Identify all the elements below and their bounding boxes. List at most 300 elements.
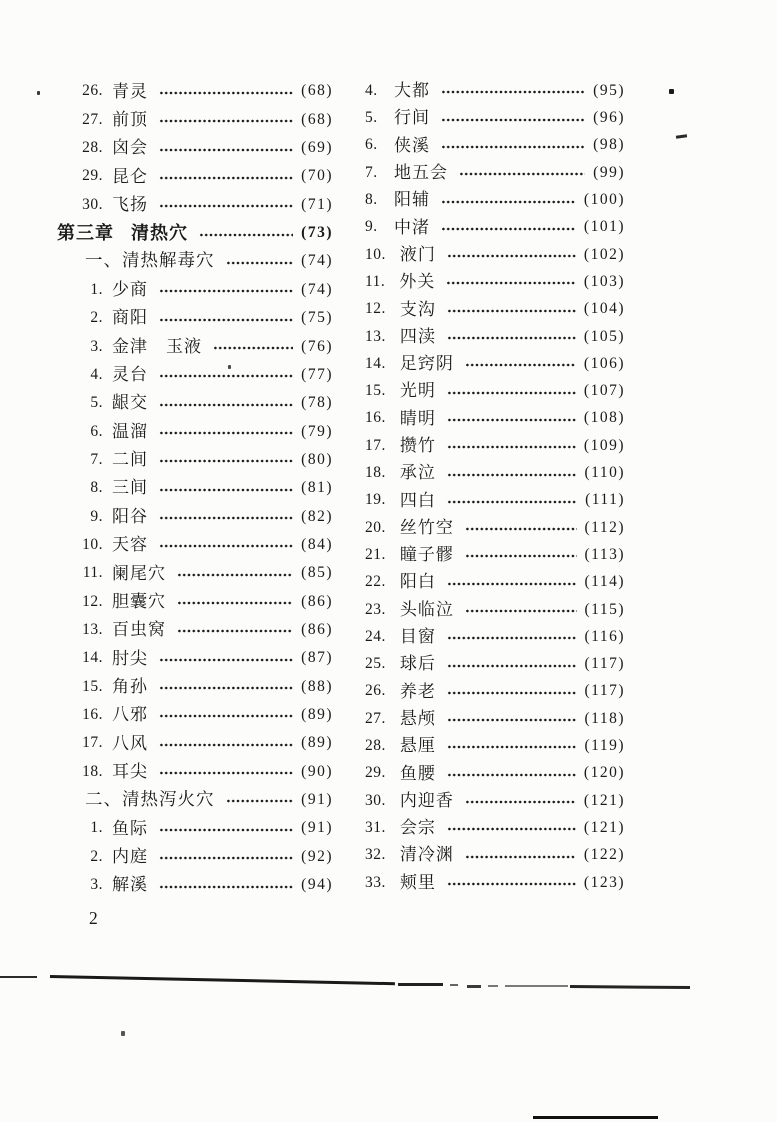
entry-page-number: (120) (583, 764, 625, 782)
dot-leader (158, 310, 293, 327)
entry-number: 3. (90, 876, 103, 894)
entry-title: 金津 玉液 (112, 336, 202, 356)
entry-page-number: (86) (301, 592, 333, 610)
entry-page-number: (91) (301, 819, 333, 837)
entry-number: 23. (365, 600, 386, 618)
entry-page-number: (74) (301, 280, 333, 298)
toc-entry (363, 186, 625, 213)
toc-entry (363, 869, 625, 896)
entry-page-number: (81) (301, 479, 333, 497)
entry-page-number: (77) (301, 365, 333, 383)
entry-title: 目窗 (399, 627, 436, 647)
entry-number: 32. (365, 846, 386, 864)
toc-entry (363, 432, 625, 459)
toc-entry (57, 445, 333, 473)
entry-page-number: (84) (301, 535, 333, 553)
entry-page-number: (115) (584, 600, 625, 618)
toc-entry (57, 162, 333, 190)
toc-entry (57, 616, 333, 644)
entry-title: 昆仑 (112, 166, 148, 186)
entry-title: 颊里 (399, 872, 436, 892)
entry-title: 温溜 (112, 421, 148, 441)
entry-page-number: (121) (583, 791, 625, 809)
dot-leader (158, 282, 293, 299)
dot-leader (158, 424, 293, 441)
entry-number: 12. (82, 592, 103, 610)
dot-leader (446, 711, 577, 728)
entry-page-number: (89) (301, 705, 333, 723)
toc-entry (363, 678, 625, 705)
scan-line-segment (0, 976, 37, 978)
toc-entry (57, 417, 333, 445)
dot-leader (464, 847, 576, 864)
toc-entry (57, 644, 333, 672)
entry-title: 悬颅 (399, 708, 436, 728)
dot-leader (158, 707, 293, 724)
entry-page-number: (117) (584, 682, 625, 700)
toc-entry (363, 405, 625, 432)
entry-number: 28. (365, 737, 386, 755)
entry-number: 33. (365, 873, 386, 891)
dot-leader (225, 254, 294, 271)
footer-page-number: 2 (89, 908, 98, 928)
toc-section (57, 786, 333, 814)
dot-leader (176, 622, 293, 639)
entry-page-number: (71) (301, 195, 333, 213)
dot-leader (440, 220, 576, 237)
entry-number: 4. (90, 365, 103, 383)
scan-speck (228, 365, 231, 369)
entry-number: 7. (365, 163, 378, 181)
toc-entry (57, 672, 333, 700)
dot-leader (446, 820, 576, 837)
entry-page-number: (111) (585, 491, 625, 509)
entry-page-number: (118) (584, 709, 625, 727)
entry-number: 17. (365, 436, 386, 454)
entry-page-number: (76) (301, 337, 333, 355)
entry-title: 承泣 (399, 463, 436, 483)
entry-number: 29. (365, 764, 386, 782)
entry-title: 阳白 (399, 572, 436, 592)
entry-number: 1. (90, 819, 103, 837)
toc-entry (363, 732, 625, 759)
entry-number: 29. (82, 167, 103, 185)
entry-number: 10. (82, 535, 103, 553)
entry-title: 天容 (112, 535, 148, 555)
toc-entry (363, 213, 625, 240)
entry-title: 百虫窝 (112, 620, 166, 640)
dot-leader (446, 493, 577, 510)
toc-entry (363, 787, 625, 814)
entry-page-number: (89) (301, 734, 333, 752)
entry-title: 丝竹空 (399, 517, 454, 537)
entry-title: 侠溪 (394, 135, 430, 155)
entry-title: 养老 (399, 681, 436, 701)
entry-title: 四渎 (399, 326, 436, 346)
dot-leader (198, 225, 293, 243)
toc-entry (363, 814, 625, 841)
entry-number: 14. (82, 649, 103, 667)
entry-number: 18. (82, 762, 103, 780)
entry-page-number: (122) (583, 846, 625, 864)
entry-title: 耳尖 (112, 761, 148, 781)
entry-number: 28. (82, 139, 103, 157)
dot-leader (446, 247, 576, 264)
chapter-title: 清热穴 (131, 222, 188, 243)
entry-number: 16. (82, 705, 103, 723)
entry-number: 2. (90, 309, 103, 327)
toc-entry (363, 295, 625, 322)
entry-number: 22. (365, 573, 386, 591)
entry-page-number: (99) (593, 163, 625, 181)
entry-title: 阳辅 (394, 190, 430, 210)
entry-title: 球后 (399, 654, 436, 674)
toc-entry (57, 587, 333, 615)
toc-entry (57, 275, 333, 303)
entry-page-number: (73) (301, 224, 333, 242)
dot-leader (158, 849, 293, 866)
entry-number: 15. (82, 677, 103, 695)
entry-number: 2. (90, 847, 103, 865)
entry-page-number: (86) (301, 620, 333, 638)
entry-title: 内迎香 (399, 790, 454, 810)
dot-leader (176, 566, 293, 583)
entry-number: 24. (365, 627, 386, 645)
toc-entry (363, 350, 625, 377)
entry-title: 光明 (399, 381, 436, 401)
toc-section (57, 247, 333, 275)
entry-page-number: (96) (593, 109, 625, 127)
entry-title: 肘尖 (112, 648, 148, 668)
entry-number: 18. (365, 464, 386, 482)
dot-leader (440, 138, 585, 155)
entry-page-number: (80) (301, 450, 333, 468)
toc-entry (57, 134, 333, 162)
toc-entry (363, 623, 625, 650)
entry-number: 9. (365, 218, 378, 236)
toc-entry (57, 842, 333, 870)
entry-number: 26. (365, 682, 386, 700)
entry-page-number: (94) (301, 876, 333, 894)
entry-title: 八邪 (112, 705, 148, 725)
dot-leader (446, 656, 577, 673)
entry-number: 6. (365, 136, 378, 154)
entry-number: 7. (90, 450, 103, 468)
dot-leader (464, 356, 576, 373)
toc-entry (363, 241, 625, 268)
entry-page-number: (108) (583, 409, 625, 427)
entry-number: 30. (82, 195, 103, 213)
entry-title: 阑尾穴 (112, 563, 166, 583)
entry-title: 阳谷 (112, 506, 148, 526)
dot-leader (446, 574, 577, 591)
entry-page-number: (98) (593, 136, 625, 154)
entry-number: 4. (365, 81, 378, 99)
entry-number: 11. (82, 564, 103, 582)
entry-page-number: (103) (583, 272, 625, 290)
entry-page-number: (85) (301, 564, 333, 582)
dot-leader (440, 110, 585, 127)
scan-dash (676, 134, 687, 139)
entry-title: 胆囊穴 (112, 591, 166, 611)
dot-leader (446, 738, 577, 755)
entry-number: 13. (365, 327, 386, 345)
section-title: 一、清热解毒穴 (85, 250, 215, 271)
entry-page-number: (121) (583, 818, 625, 836)
entry-title: 飞扬 (112, 195, 148, 215)
entry-page-number: (116) (584, 627, 625, 645)
dot-leader (464, 602, 577, 619)
entry-number: 20. (365, 518, 386, 536)
entry-title: 清冷渊 (399, 845, 454, 865)
dot-leader (464, 547, 577, 564)
entry-page-number: (68) (301, 110, 333, 128)
toc-entry (57, 360, 333, 388)
entry-title: 中渚 (394, 217, 430, 237)
dot-leader (446, 465, 577, 482)
toc-entry (57, 304, 333, 332)
toc-entry (363, 486, 625, 513)
entry-page-number: (119) (584, 737, 625, 755)
scan-line-segment (467, 985, 481, 988)
entry-page-number: (90) (301, 762, 333, 780)
entry-number: 16. (365, 409, 386, 427)
toc-entry (57, 559, 333, 587)
entry-title: 八风 (112, 733, 148, 753)
dot-leader (158, 764, 293, 781)
entry-title: 液门 (399, 244, 436, 264)
dot-leader (158, 395, 293, 412)
toc-column-left (57, 77, 333, 899)
entry-title: 地五会 (394, 163, 448, 183)
toc-entry (57, 531, 333, 559)
toc-entry (363, 759, 625, 786)
scan-speck (669, 89, 674, 94)
toc-entry (57, 814, 333, 842)
entry-number: 25. (365, 655, 386, 673)
toc-chapter (57, 219, 333, 247)
toc-entry (57, 474, 333, 502)
entry-page-number: (114) (584, 573, 625, 591)
entry-title: 鱼际 (112, 818, 148, 838)
entry-page-number: (106) (583, 354, 625, 372)
toc-entry (363, 159, 625, 186)
dot-leader (446, 329, 576, 346)
scan-line-segment (505, 985, 568, 987)
scan-line-segment (570, 985, 690, 989)
entry-title: 囟会 (112, 138, 148, 158)
entry-title: 前顶 (112, 110, 148, 130)
dot-leader (446, 302, 576, 319)
dot-leader (158, 509, 293, 526)
entry-page-number: (109) (583, 436, 625, 454)
entry-page-number: (110) (584, 464, 625, 482)
entry-number: 26. (82, 82, 103, 100)
dot-leader (158, 197, 293, 214)
entry-title: 大都 (394, 81, 430, 101)
toc-entry (363, 596, 625, 623)
toc-entry (363, 104, 625, 131)
toc-entry (57, 389, 333, 417)
entry-page-number: (112) (584, 518, 625, 536)
toc-entry (57, 105, 333, 133)
entry-title: 支沟 (399, 299, 436, 319)
scan-line-segment (450, 984, 458, 986)
dot-leader (446, 766, 576, 783)
dot-leader (464, 793, 576, 810)
entry-title: 解溪 (112, 875, 148, 895)
dot-leader (446, 629, 577, 646)
dot-leader (446, 383, 576, 400)
entry-page-number: (79) (301, 422, 333, 440)
entry-title: 瞳子髎 (399, 545, 454, 565)
entry-title: 四白 (399, 490, 436, 510)
dot-leader (464, 520, 577, 537)
entry-number: 17. (82, 734, 103, 752)
entry-title: 外关 (399, 272, 436, 292)
entry-title: 行间 (394, 108, 430, 128)
entry-number: 27. (365, 709, 386, 727)
toc-column-right (363, 77, 625, 896)
toc-entry (363, 541, 625, 568)
entry-page-number: (70) (301, 167, 333, 185)
entry-page-number: (105) (583, 327, 625, 345)
entry-number: 31. (365, 818, 386, 836)
dot-leader (446, 875, 576, 892)
toc-entry (363, 377, 625, 404)
toc-entry (57, 871, 333, 899)
entry-title: 青灵 (112, 81, 148, 101)
entry-page-number: (87) (301, 649, 333, 667)
entry-number: 8. (90, 479, 103, 497)
dot-leader (446, 684, 577, 701)
scan-line-segment (488, 985, 498, 987)
dot-leader (158, 367, 293, 384)
toc-entry (57, 332, 333, 360)
toc-entry (57, 729, 333, 757)
entry-title: 二间 (112, 450, 148, 470)
entry-page-number: (113) (584, 545, 625, 563)
entry-number: 19. (365, 491, 386, 509)
entry-number: 5. (365, 109, 378, 127)
dot-leader (446, 438, 576, 455)
entry-page-number: (74) (301, 252, 333, 270)
chapter-label: 第三章 (57, 222, 114, 243)
entry-title: 角孙 (112, 676, 148, 696)
entry-page-number: (75) (301, 309, 333, 327)
dot-leader (212, 339, 293, 356)
entry-page-number: (69) (301, 139, 333, 157)
dot-leader (440, 83, 585, 100)
entry-page-number: (95) (593, 81, 625, 99)
toc-entry (363, 132, 625, 159)
entry-page-number: (82) (301, 507, 333, 525)
entry-number: 11. (365, 272, 386, 290)
dot-leader (158, 679, 293, 696)
dot-leader (158, 112, 293, 129)
entry-page-number: (101) (583, 218, 625, 236)
entry-number: 14. (365, 354, 386, 372)
toc-entry (363, 650, 625, 677)
dot-leader (225, 792, 294, 809)
toc-entry (363, 514, 625, 541)
entry-title: 悬厘 (399, 736, 436, 756)
entry-title: 足窍阴 (399, 354, 454, 374)
scan-speck (37, 91, 40, 95)
dot-leader (158, 169, 293, 186)
entry-page-number: (92) (301, 847, 333, 865)
entry-number: 8. (365, 191, 378, 209)
bottom-rule (533, 1116, 658, 1119)
toc-entry (57, 757, 333, 785)
entry-title: 商阳 (112, 308, 148, 328)
entry-page-number: (102) (583, 245, 625, 263)
section-title: 二、清热泻火穴 (85, 789, 215, 810)
scan-line-segment (398, 983, 443, 986)
toc-entry (363, 323, 625, 350)
toc-entry (363, 77, 625, 104)
dot-leader (158, 140, 293, 157)
entry-number: 30. (365, 791, 386, 809)
entry-title: 少商 (112, 280, 148, 300)
dot-leader (446, 411, 576, 428)
entry-title: 三间 (112, 478, 148, 498)
scan-speck (121, 1031, 125, 1036)
entry-title: 睛明 (399, 408, 436, 428)
entry-page-number: (104) (583, 300, 625, 318)
entry-number: 10. (365, 245, 386, 263)
entry-page-number: (91) (301, 791, 333, 809)
entry-page-number: (68) (301, 82, 333, 100)
entry-number: 27. (82, 110, 103, 128)
entry-page-number: (78) (301, 394, 333, 412)
entry-title: 会宗 (399, 818, 436, 838)
dot-leader (458, 165, 585, 182)
entry-title: 攒竹 (399, 436, 436, 455)
toc-entry (363, 705, 625, 732)
toc-entry (57, 190, 333, 218)
entry-page-number: (117) (584, 655, 625, 673)
dot-leader (158, 480, 293, 497)
entry-number: 5. (90, 394, 103, 412)
entry-number: 21. (365, 545, 386, 563)
entry-number: 6. (90, 422, 103, 440)
entry-page-number: (107) (583, 382, 625, 400)
entry-title: 龈交 (112, 393, 148, 413)
toc-entry (363, 568, 625, 595)
toc-entry (57, 502, 333, 530)
dot-leader (158, 84, 293, 101)
entry-page-number: (100) (583, 191, 625, 209)
toc-entry (363, 268, 625, 295)
entry-number: 9. (90, 507, 103, 525)
dot-leader (158, 452, 293, 469)
dot-leader (158, 651, 293, 668)
entry-title: 鱼腰 (399, 763, 436, 783)
dot-leader (158, 537, 293, 554)
entry-number: 3. (90, 337, 103, 355)
entry-page-number: (123) (583, 873, 625, 891)
dot-leader (440, 192, 576, 209)
entry-number: 13. (82, 620, 103, 638)
scan-line-segment (50, 975, 395, 985)
dot-leader (158, 877, 293, 894)
dot-leader (158, 736, 293, 753)
dot-leader (176, 594, 293, 611)
entry-title: 内庭 (112, 846, 148, 866)
entry-page-number: (88) (301, 677, 333, 695)
entry-title: 灵台 (112, 365, 148, 385)
